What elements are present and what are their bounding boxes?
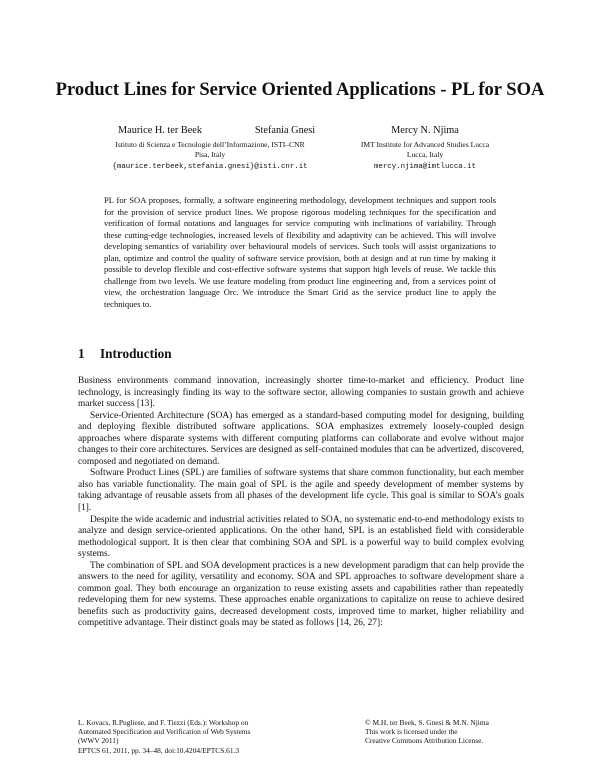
affiliation-location: Pisa, Italy	[194, 150, 226, 159]
section-heading	[78, 346, 172, 362]
footer-line: EPTCS 61, 2011, pp. 34–48, doi:10.4204/EPTCS.61.3	[78, 745, 240, 755]
affiliation-left	[70, 140, 350, 171]
affiliation-institution: Istituto di Scienza e Tecnologie dell’Informazione, ISTI–CNR	[115, 140, 305, 149]
paragraph: Service-Oriented Architecture (SOA) has emerged as a standard-based computing model for designing, building and deploying flexible distributed software applications. SOA emphasizes extremely loosely-coupled design approaches where disparate systems with different computing platforms can collaborate and evolve without major changes to their core architectures. Services are designed as self-contained modules that can be advertized, discovered, composed and negotiated on demand.	[78, 410, 524, 467]
footer-line: L. Kovacs, R.Pugliese, and F. Tiezzi (Eds.): Workshop on	[78, 718, 249, 727]
body-text	[78, 376, 524, 630]
affiliation-email: mercy.njima@imtlucca.it	[373, 163, 476, 171]
footer-line: © M.H. ter Beek, S. Gnesi & M.N. Njima	[365, 718, 489, 727]
author-name: Maurice H. ter Beek	[117, 125, 203, 136]
abstract: PL for SOA proposes, formally, a software engineering methodology, development techniques and support tools for the provision of service product lines. We propose rigorous modeling techniques for the specification and verification of formal notations and languages for service computing with inclinations of variability. Through these cutting-edge technologies, increased levels of flexibility and adaptivity can be achieved. This will involve developing semantics of variability over behavioural models of services. Such tools will assist organizations to plan, optimize and control the quality of software service provision, both at design and at run time by making it possible to develop flexible and cost-effective software systems that support high levels of reuse. We tackle this challenge from two levels. We use feature modeling from product line engineering and, from a services point of view, the orchestration language Orc. We introduce the Smart Grid as the service product line to apply the techniques to.	[104, 195, 496, 309]
footer-line: Creative Commons Attribution License.	[365, 736, 484, 746]
affiliation-location: Lucca, Italy	[406, 150, 444, 159]
affiliation-institution: IMT Institute for Advanced Studies Lucca	[360, 140, 490, 149]
author-name: Stefania Gnesi	[254, 125, 316, 136]
paragraph: Despite the wide academic and industrial activities related to SOA, no systematic end-to-end methodology exists to analyze and design service-oriented applications. On the other hand, SPL is an established field with considerable methodological support. It is then clear that combining SOA and SPL is a powerful way to build complex evolving systems.	[78, 514, 524, 560]
footer-line: This work is licensed under the	[365, 727, 458, 737]
footer-line: Automated Specification and Verification of Web Systems	[78, 727, 251, 737]
paragraph: The combination of SPL and SOA development practices is a new development paradigm that can help provide the answers to the need for agility, versatility and economy. SOA and SPL approaches to software development share a common goal. They both encourage an organization to reuse existing assets and capabilities rather than repeatedly redeveloping them for new systems. These approaches enable organizations to capitalize on reuse to achieve desired benefits such as productivity gains, decreased development costs, improved time to market, higher reliability and competitive advantage. Their distinct goals may be stated as follows [14, 26, 27]:	[78, 560, 524, 629]
section-number: 1	[78, 346, 85, 361]
footer-license	[365, 718, 565, 746]
footer-citation	[78, 718, 338, 755]
section-title: Introduction	[100, 346, 172, 361]
author-name: Mercy N. Njima	[391, 125, 459, 136]
paragraph: Business environments command innovation, increasingly shorter time-to-market and efficiency. Product line technology, is increasingly finding its way to the software sector, allowing companies to sustain growth and achieve market success [13].	[78, 376, 524, 410]
paragraph: Software Product Lines (SPL) are families of software systems that share common functionality, but each member also has variable functionality. The main goal of SPL is the agile and speedy development of member systems by taking advantage of reusable assets from all phases of the development life cycle. This goal is similar to SOA’s goals [1].	[78, 468, 524, 514]
affiliation-right	[340, 140, 510, 171]
footer-line: (WWV 2011)	[78, 736, 119, 746]
affiliation-email: {maurice.terbeek,stefania.gnesi}@isti.cnr.it	[112, 163, 308, 171]
paper-title: Product Lines for Service Oriented Applications - PL for SOA	[55, 80, 545, 100]
